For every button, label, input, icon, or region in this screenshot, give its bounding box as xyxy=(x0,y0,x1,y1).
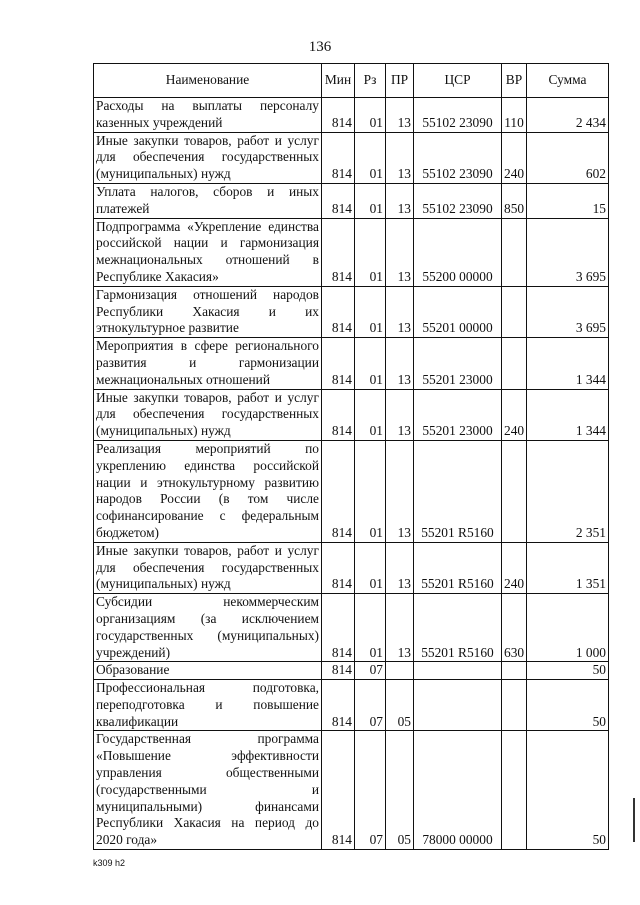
row-vr: 110 xyxy=(502,98,527,133)
row-vr: 850 xyxy=(502,183,527,218)
row-sum: 50 xyxy=(527,662,609,680)
row-rz: 01 xyxy=(355,594,386,662)
row-pr: 13 xyxy=(386,98,414,133)
row-pr: 05 xyxy=(386,680,414,731)
row-csr: 55200 00000 xyxy=(414,218,502,286)
row-csr xyxy=(414,680,502,731)
row-min: 814 xyxy=(322,286,355,337)
header-pr: ПР xyxy=(386,64,414,98)
row-name: Подпрограмма «Укрепление единства российской нации и гармонизация межнациональных отношений в Республике Хакасия» xyxy=(94,218,322,286)
row-rz: 01 xyxy=(355,440,386,542)
row-sum: 1 344 xyxy=(527,338,609,389)
row-name: Реализация мероприятий по укреплению единства российской нации и этнокультурному развитию народов России (в том числе софинансирование с федеральным бюджетом) xyxy=(94,440,322,542)
row-name: Уплата налогов, сборов и иных платежей xyxy=(94,183,322,218)
row-csr: 55201 R5160 xyxy=(414,440,502,542)
row-sum: 1 000 xyxy=(527,594,609,662)
table-row xyxy=(94,440,609,542)
row-rz: 01 xyxy=(355,98,386,133)
table-row xyxy=(94,731,609,850)
row-rz: 01 xyxy=(355,542,386,593)
row-min: 814 xyxy=(322,389,355,440)
row-csr: 78000 00000 xyxy=(414,731,502,850)
row-rz: 07 xyxy=(355,680,386,731)
row-sum: 50 xyxy=(527,680,609,731)
row-csr: 55201 23000 xyxy=(414,338,502,389)
table-row xyxy=(94,594,609,662)
row-min: 814 xyxy=(322,440,355,542)
row-min: 814 xyxy=(322,218,355,286)
row-min: 814 xyxy=(322,680,355,731)
row-pr: 13 xyxy=(386,338,414,389)
row-rz: 01 xyxy=(355,389,386,440)
row-sum: 15 xyxy=(527,183,609,218)
row-pr: 13 xyxy=(386,132,414,183)
row-csr: 55102 23090 xyxy=(414,98,502,133)
row-pr: 13 xyxy=(386,389,414,440)
budget-table xyxy=(93,63,609,850)
row-pr: 13 xyxy=(386,218,414,286)
page-number: 136 xyxy=(308,39,332,55)
row-pr: 05 xyxy=(386,731,414,850)
header-sum: Сумма xyxy=(527,64,609,98)
row-min: 814 xyxy=(322,662,355,680)
row-name: Иные закупки товаров, работ и услуг для обеспечения государственных (муниципальных) нужд xyxy=(94,389,322,440)
header-csr: ЦСР xyxy=(414,64,502,98)
row-csr: 55201 R5160 xyxy=(414,542,502,593)
table-row xyxy=(94,183,609,218)
row-csr: 55201 00000 xyxy=(414,286,502,337)
row-sum: 2 351 xyxy=(527,440,609,542)
row-vr xyxy=(502,338,527,389)
scan-edge-mark xyxy=(633,798,635,842)
row-pr: 13 xyxy=(386,542,414,593)
row-pr: 13 xyxy=(386,440,414,542)
row-min: 814 xyxy=(322,594,355,662)
table-row xyxy=(94,542,609,593)
footer-code: k309 h2 xyxy=(93,858,126,868)
row-pr: 13 xyxy=(386,594,414,662)
header-vr: ВР xyxy=(502,64,527,98)
row-name: Государственная программа «Повышение эффективности управления общественными (государственными и муниципальными) финансами Республики Хакасия на период до 2020 года» xyxy=(94,731,322,850)
row-csr: 55201 23000 xyxy=(414,389,502,440)
row-vr: 240 xyxy=(502,132,527,183)
header-name: Наименование xyxy=(94,64,322,98)
row-name: Иные закупки товаров, работ и услуг для обеспечения государственных (муниципальных) нужд xyxy=(94,132,322,183)
row-vr xyxy=(502,680,527,731)
row-name: Профессиональная подготовка, переподготовка и повышение квалификации xyxy=(94,680,322,731)
table-row xyxy=(94,662,609,680)
row-pr: 13 xyxy=(386,183,414,218)
row-min: 814 xyxy=(322,542,355,593)
row-min: 814 xyxy=(322,731,355,850)
row-pr: 13 xyxy=(386,286,414,337)
row-csr: 55102 23090 xyxy=(414,183,502,218)
row-rz: 01 xyxy=(355,218,386,286)
table-row xyxy=(94,98,609,133)
row-rz: 01 xyxy=(355,132,386,183)
row-name: Гармонизация отношений народов Республики Хакасия и их этнокультурное развитие xyxy=(94,286,322,337)
row-sum: 602 xyxy=(527,132,609,183)
row-sum: 3 695 xyxy=(527,218,609,286)
header-rz: Рз xyxy=(355,64,386,98)
row-vr xyxy=(502,440,527,542)
table-row xyxy=(94,680,609,731)
row-sum: 3 695 xyxy=(527,286,609,337)
row-name: Субсидии некоммерческим организациям (за исключением государственных (муниципальных) учреждений) xyxy=(94,594,322,662)
header-row xyxy=(94,64,609,98)
row-name: Иные закупки товаров, работ и услуг для обеспечения государственных (муниципальных) нужд xyxy=(94,542,322,593)
row-sum: 50 xyxy=(527,731,609,850)
row-rz: 07 xyxy=(355,731,386,850)
table-row xyxy=(94,132,609,183)
row-csr xyxy=(414,662,502,680)
table-row xyxy=(94,389,609,440)
row-rz: 01 xyxy=(355,338,386,389)
row-vr: 240 xyxy=(502,542,527,593)
row-csr: 55201 R5160 xyxy=(414,594,502,662)
header-min: Мин xyxy=(322,64,355,98)
row-csr: 55102 23090 xyxy=(414,132,502,183)
row-min: 814 xyxy=(322,98,355,133)
row-min: 814 xyxy=(322,132,355,183)
row-name: Расходы на выплаты персоналу казенных учреждений xyxy=(94,98,322,133)
table-row xyxy=(94,218,609,286)
table-row xyxy=(94,286,609,337)
row-sum: 1 344 xyxy=(527,389,609,440)
row-pr xyxy=(386,662,414,680)
row-vr xyxy=(502,286,527,337)
row-vr: 630 xyxy=(502,594,527,662)
row-name: Образование xyxy=(94,662,322,680)
row-name: Мероприятия в сфере регионального развития и гармонизации межнациональных отношений xyxy=(94,338,322,389)
row-sum: 1 351 xyxy=(527,542,609,593)
row-vr xyxy=(502,218,527,286)
row-vr: 240 xyxy=(502,389,527,440)
row-sum: 2 434 xyxy=(527,98,609,133)
row-rz: 07 xyxy=(355,662,386,680)
row-rz: 01 xyxy=(355,286,386,337)
row-vr xyxy=(502,662,527,680)
row-vr xyxy=(502,731,527,850)
row-min: 814 xyxy=(322,183,355,218)
row-rz: 01 xyxy=(355,183,386,218)
row-min: 814 xyxy=(322,338,355,389)
table-row xyxy=(94,338,609,389)
